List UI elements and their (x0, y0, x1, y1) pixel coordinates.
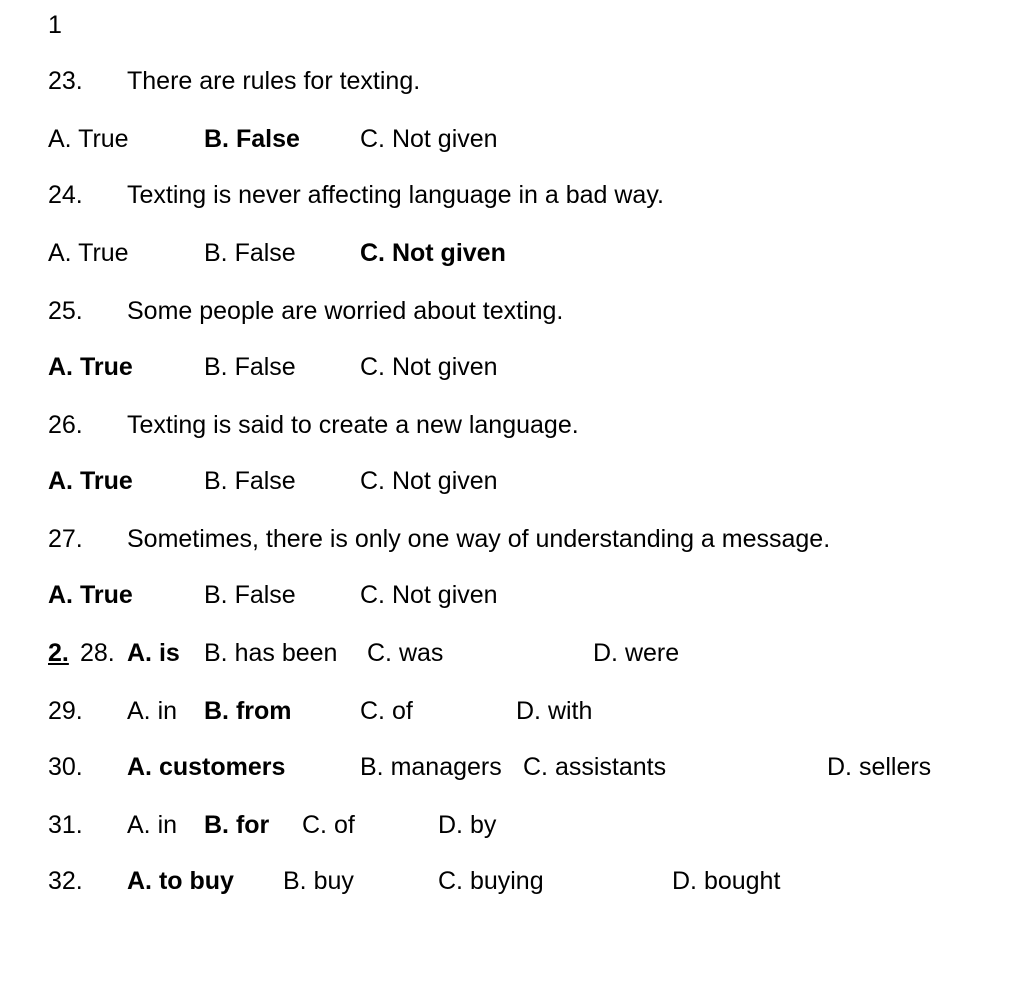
option-b-selected: B. from (204, 697, 292, 725)
question-text: Sometimes, there is only one way of understanding a message. (127, 525, 831, 553)
option-c: C. buying (438, 867, 544, 895)
option-a-selected: A. to buy (127, 867, 234, 895)
option-b: B. has been (204, 639, 338, 667)
question-number: 23. (48, 67, 83, 95)
option-b-selected: B. for (204, 811, 270, 839)
option-c: C. of (360, 697, 413, 725)
option-d: D. bought (672, 867, 781, 895)
option-a-selected: A. is (127, 639, 180, 667)
option-a: A. True (48, 239, 129, 267)
option-c-selected: C. Not given (360, 239, 506, 267)
question-text: Texting is never affecting language in a bad way. (127, 181, 664, 209)
question-number: 30. (48, 753, 83, 781)
question-number: 29. (48, 697, 83, 725)
option-b: B. False (204, 239, 296, 267)
question-number: 24. (48, 181, 83, 209)
section-2-label: 2. (48, 639, 69, 667)
option-d: D. with (516, 697, 593, 725)
option-a: A. True (48, 125, 129, 153)
option-c: C. Not given (360, 125, 498, 153)
option-a-selected: A. True (48, 353, 133, 381)
option-b: B. False (204, 581, 296, 609)
question-text: Texting is said to create a new language. (127, 411, 579, 439)
option-d: D. were (593, 639, 680, 667)
option-a-selected: A. True (48, 581, 133, 609)
option-b: B. buy (283, 867, 354, 895)
option-b: B. False (204, 467, 296, 495)
option-b: B. False (204, 353, 296, 381)
option-d: D. sellers (827, 753, 932, 781)
option-c: C. Not given (360, 581, 498, 609)
option-a-selected: A. customers (127, 753, 286, 781)
question-number: 31. (48, 811, 83, 839)
option-a: A. in (127, 697, 178, 725)
option-c: C. Not given (360, 467, 498, 495)
option-a: A. in (127, 811, 178, 839)
question-number: 27. (48, 525, 83, 553)
option-a-selected: A. True (48, 467, 133, 495)
option-c: C. assistants (523, 753, 667, 781)
option-b-selected: B. False (204, 125, 300, 153)
question-number: 32. (48, 867, 83, 895)
option-c: C. was (367, 639, 444, 667)
question-number: 26. (48, 411, 83, 439)
option-c: C. Not given (360, 353, 498, 381)
question-text: Some people are worried about texting. (127, 297, 564, 325)
section-1-label: 1 (48, 11, 62, 39)
question-text: There are rules for texting. (127, 67, 421, 95)
question-number: 25. (48, 297, 83, 325)
option-c: C. of (302, 811, 355, 839)
question-number: 28. (80, 639, 115, 667)
option-b: B. managers (360, 753, 502, 781)
option-d: D. by (438, 811, 497, 839)
